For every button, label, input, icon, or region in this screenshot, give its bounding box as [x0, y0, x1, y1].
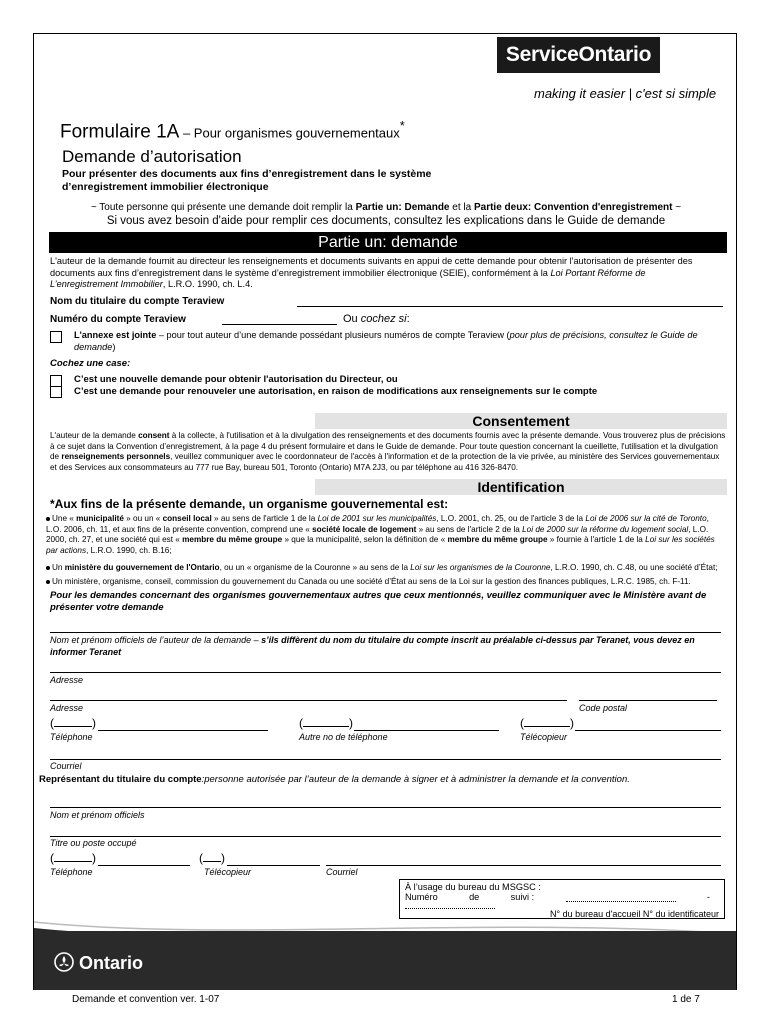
office-use-box: [399, 879, 725, 919]
renouvellement-checkbox[interactable]: [50, 386, 62, 398]
telephone-area-code[interactable]: ( ): [50, 716, 96, 730]
form-page: [33, 33, 737, 990]
courriel-label: Courriel: [50, 761, 82, 771]
adresse-1-field[interactable]: [50, 672, 721, 673]
telephone2-label: Téléphone: [50, 867, 93, 877]
partie-un-intro: L'auteur de la demande fournit au directeur les renseignements et documents suivants en appui de cette demande pour obtenir l'autorisation de présenter des documents aux fins d’enregistrement dans le système d’enregistrement immobilier électronique (SEIE), conformément à la Loi Portant Réforme de L’enregistrement Immobilier, L.R.O. 1990, ch. L.4.: [50, 256, 693, 289]
nom-titulaire-label: Nom du titulaire du compte Teraview: [50, 296, 225, 307]
nouvelle-demande-label: C’est une nouvelle demande pour obtenir l'autorisation du Directeur, ou: [74, 374, 398, 385]
form-subtitle: Pour organismes gouvernementaux: [193, 125, 400, 141]
bullet-gouvernement-canada: Un ministère, organisme, conseil, commission du gouvernement du Canada ou une société d’État au sens de la Loi sur la gestion des finances publiques, L.R.C. 1985, ch. F-11.: [46, 577, 726, 588]
annexe-checkbox[interactable]: [50, 331, 62, 343]
courriel2-field[interactable]: [326, 865, 721, 866]
bullet-icon: [46, 580, 50, 584]
code-postal-label: Code postal: [579, 703, 628, 713]
annexe-text: L'annexe est jointe – pour tout auteur d’une demande possédant plusieurs numéros de compte Teraview (pour plus de précisions, consultez le Guide de demande): [74, 330, 698, 352]
cochez-case-label: Cochez une case:: [50, 358, 131, 369]
bullet-icon: [46, 517, 50, 521]
bullet-municipalite: Une « municipalité » ou un « conseil local » au sens de l'article 1 de la Loi de 2001 sur les municipalités, L.O. 2001, ch. 25, ou de l'article 3 de la Loi de 2006 sur la cité de Toronto, L.O. 2006, ch. 11, et aux fins de la présente convention, comprend une « société locale de logement » au sens de l'article 2 de la Loi de 2000 sur la réforme du logement social, L.O. 2000, ch. 27, et une société qui est « membre du même groupe » que la municipalité, selon la définition de « membre du même groupe » fournie à l'article 1 de la Loi sur les sociétés par actions, L.R.O. 1990, ch. B.16;: [46, 514, 715, 555]
consentement-heading: Consentement: [315, 413, 727, 429]
titre-field[interactable]: [50, 836, 721, 837]
form-number: Formulaire 1A: [60, 121, 180, 143]
telecopieur-label: Télécopieur: [520, 732, 568, 742]
consentement-text: L'auteur de la demande consent à la collecte, à l'utilisation et à la divulgation des renseignements et des documents fournis avec la présente demande. Vous trouverez plus de précisions à ce sujet dans la Convention d’enregistrement, à la page 4 du présent formulaire et dans le Guide de demande. Pour toute question concernant la cueillette, l'utilisation et la divulgation de renseignements personnels, veuillez communiquer avec le coordonnateur de l'accès à l'information et de la protection de la vie privée, au ministère des Services gouvernementaux et des Services aux consommateurs au 777 rue Bay, bureau 501, Toronto (Ontario) M7A 2J3, ou par téléphone au 416 326-8470.: [50, 431, 726, 472]
telecopieur-field[interactable]: [575, 730, 721, 731]
bullet-icon: [46, 566, 50, 570]
tagline: making it easier | c'est si simple: [534, 86, 717, 101]
identification-heading: Identification: [315, 479, 727, 495]
purpose-text: Pour présenter des documents aux fins d’enregistrement dans le système d’enregistrement immobilier électronique: [62, 168, 432, 193]
office-numero-row: Numéro de suivi : -: [405, 892, 710, 902]
serviceontario-logo: ServiceOntario: [497, 37, 660, 73]
form-title: Formulaire 1A – Pour organismes gouvernementaux*: [60, 118, 405, 143]
numero-compte-label: Numéro du compte Teraview: [50, 314, 186, 325]
nom-auteur-label: Nom et prénom officiels de l’auteur de la demande – s’ils diffèrent du nom du titulaire du compte inscrit au préalable ci-dessus par Teranet, vous devez en informer Teranet: [50, 635, 695, 657]
courriel2-label: Courriel: [326, 867, 358, 877]
autre-tel-field[interactable]: [354, 730, 499, 731]
titre-label: Titre ou poste occupé: [50, 838, 137, 848]
numero-compte-field[interactable]: [222, 324, 337, 325]
footer-page-number: 1 de 7: [672, 994, 700, 1005]
code-postal-field[interactable]: [579, 700, 717, 701]
telecopieur2-label: Télécopieur: [204, 867, 252, 877]
office-cut-text: N° du bureau d'accueil N° du identificateur: [549, 909, 719, 919]
telephone-label: Téléphone: [50, 732, 93, 742]
adresse-1-label: Adresse: [50, 675, 84, 685]
ontario-logo: Ontario: [54, 952, 143, 974]
autre-tel-area-code[interactable]: ( ): [299, 716, 353, 730]
demande-heading: Demande d’autorisation: [62, 147, 242, 166]
adresse-2-label: Adresse: [50, 703, 84, 713]
trillium-icon: [54, 952, 74, 972]
ou-cochez-label: Ou cochez si:: [343, 313, 410, 325]
office-use-title: À l’usage du bureau du MSGSC :: [405, 882, 541, 892]
telecopieur-area-code[interactable]: ( ): [520, 716, 574, 730]
nom-officiels-label: Nom et prénom officiels: [50, 810, 145, 820]
partie-un-heading: Partie un: demande: [49, 232, 727, 253]
renouvellement-label: C’est une demande pour renouveler une autorisation, en raison de modifications aux renseignements sur le compte: [74, 386, 598, 397]
telephone-field[interactable]: [98, 730, 268, 731]
telephone2-field[interactable]: [98, 865, 190, 866]
notice-line-1: ~ Toute personne qui présente une demande doit remplir la Partie un: Demande et la Partie deux: Convention d'enregistrement ~: [90, 202, 682, 213]
bullet-ministere-ontario: Un ministère du gouvernement de l'Ontario, ou un « organisme de la Couronne » au sens de la Loi sur les organismes de la Couronne, L.R.O. 1990, ch. C.48, ou une société d’État;: [46, 563, 726, 574]
autre-tel-label: Autre no de téléphone: [299, 732, 388, 742]
nom-auteur-field[interactable]: [50, 632, 721, 633]
courriel-field[interactable]: [50, 759, 721, 760]
nom-titulaire-field[interactable]: [297, 306, 723, 307]
telephone2-area-code[interactable]: ( ): [50, 851, 96, 865]
notice-line-2: Si vous avez besoin d'aide pour remplir ces documents, consultez les explications dans le Guide de demande: [106, 215, 666, 227]
representant-text: Représentant du titulaire du compte:personne autorisée par l’auteur de la demande à signer et à administrer la demande et la convention.: [39, 774, 630, 785]
footer-version: Demande et convention ver. 1-07: [72, 994, 220, 1005]
telecopieur2-area-code[interactable]: ( ): [199, 851, 225, 865]
telecopieur2-field[interactable]: [227, 865, 320, 866]
adresse-2-field[interactable]: [50, 700, 567, 701]
identification-note: Pour les demandes concernant des organismes gouvernementaux autres que ceux mentionnés, veuillez communiquer avec le Ministère avant de présenter votre demande: [50, 590, 707, 613]
nom-officiels-field[interactable]: [50, 807, 721, 808]
identification-subheading: *Aux fins de la présente demande, un organisme gouvernemental est:: [50, 497, 449, 511]
